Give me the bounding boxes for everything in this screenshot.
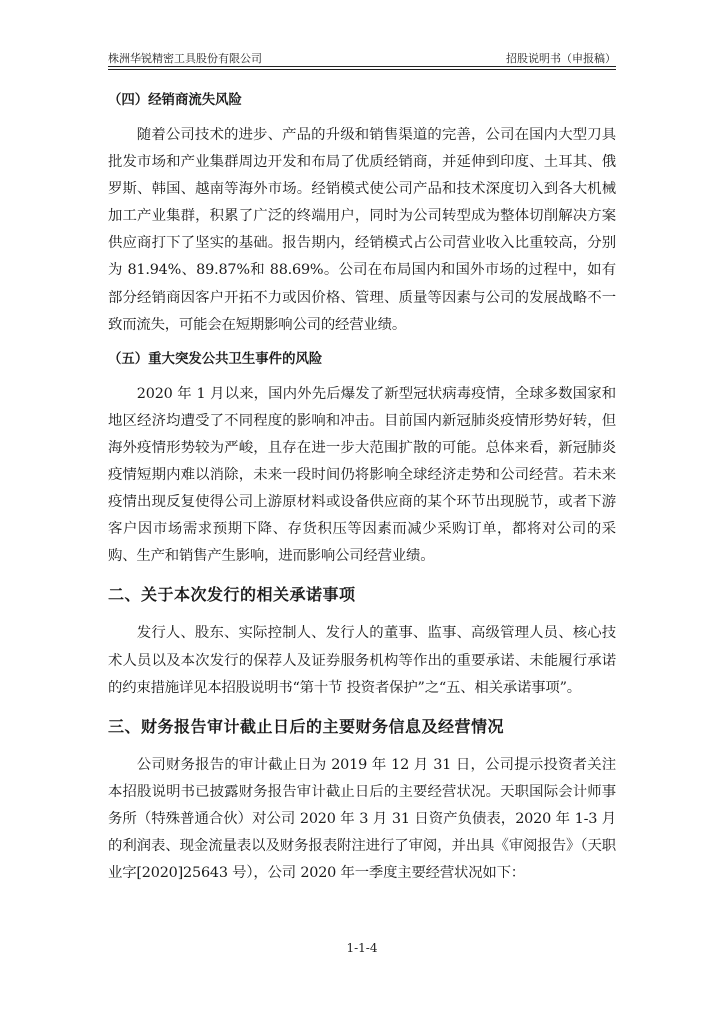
page-header <box>108 50 616 66</box>
header-company: 株洲华锐精密工具股份有限公司 <box>108 52 262 65</box>
paragraph-dealer-risk: 随着公司技术的进步、产品的升级和销售渠道的完善，公司在国内大型刀具批发市场和产业集群周边开发和布局了优质经销商，并延伸到印度、土耳其、俄罗斯、韩国、越南等海外市场。经销模式使公司产品和技术深度切入到各大机械加工产业集群，积累了广泛的终端用户，同时为公司转型成为整体切削解决方案供应商打下了坚实的基础。报告期内，经销模式占公司营业收入比重较高，分别为 81.94%、89.87%和 88.69%。公司在布局国内和国外市场的过程中，如有部分经销商因客户开拓不力或因价格、管理、质量等因素与公司的发展战略不一致而流失，可能会在短期影响公司的经营业绩。 <box>108 127 616 333</box>
header-rule-thin <box>108 69 616 70</box>
paragraph-post-audit-info: 公司财务报告的审计截止日为 2019 年 12 月 31 日，公司提示投资者关注本招股说明书已披露财务报告审计截止日后的主要经营状况。天职国际会计师事务所（特殊普通合伙）对公司 2020 年 3 月 31 日资产负债表，2020 年 1-3 月的利润表、现金流量表以及财务报表附注进行了审阅，并出具《审阅报告》（天职业字[2020]25643 号），公司 2020 年一季度主要经营状况如下： <box>108 756 616 882</box>
page-number: 1-1-4 <box>346 941 378 955</box>
paragraph-health-event-risk: 2020 年 1 月以来，国内外先后爆发了新型冠状病毒疫情，全球多数国家和地区经济均遭受了不同程度的影响和冲击。目前国内新冠肺炎疫情形势好转，但海外疫情形势较为严峻，且存在进一步大范围扩散的可能。总体来看，新冠肺炎疫情短期内难以消除，未来一段时间仍将影响全球经济走势和公司经营。若未来疫情出现反复使得公司上游原材料或设备供应商的某个环节出现脱节，或者下游客户因市场需求预期下降、存货积压等因素而减少采购订单，都将对公司的采购、生产和销售产生影响，进而影响公司经营业绩。 <box>108 385 616 565</box>
header-doc-type: 招股说明书（申报稿） <box>506 52 616 65</box>
header-rule-thick <box>108 66 616 67</box>
section-heading-health-event-risk: （五）重大突发公共卫生事件的风险 <box>108 351 323 367</box>
section-heading-commitments: 二、关于本次发行的相关承诺事项 <box>108 585 356 605</box>
section-heading-post-audit-info: 三、财务报告审计截止日后的主要财务信息及经营情况 <box>108 716 505 736</box>
paragraph-commitments: 发行人、股东、实际控制人、发行人的董事、监事、高级管理人员、核心技术人员以及本次发行的保荐人及证券服务机构等作出的重要承诺、未能履行承诺的约束措施详见本招股说明书“第十节 投资者保护”之“五、相关承诺事项”。 <box>108 625 616 696</box>
page-body <box>108 86 616 887</box>
section-heading-dealer-risk: （四）经销商流失风险 <box>108 93 242 108</box>
